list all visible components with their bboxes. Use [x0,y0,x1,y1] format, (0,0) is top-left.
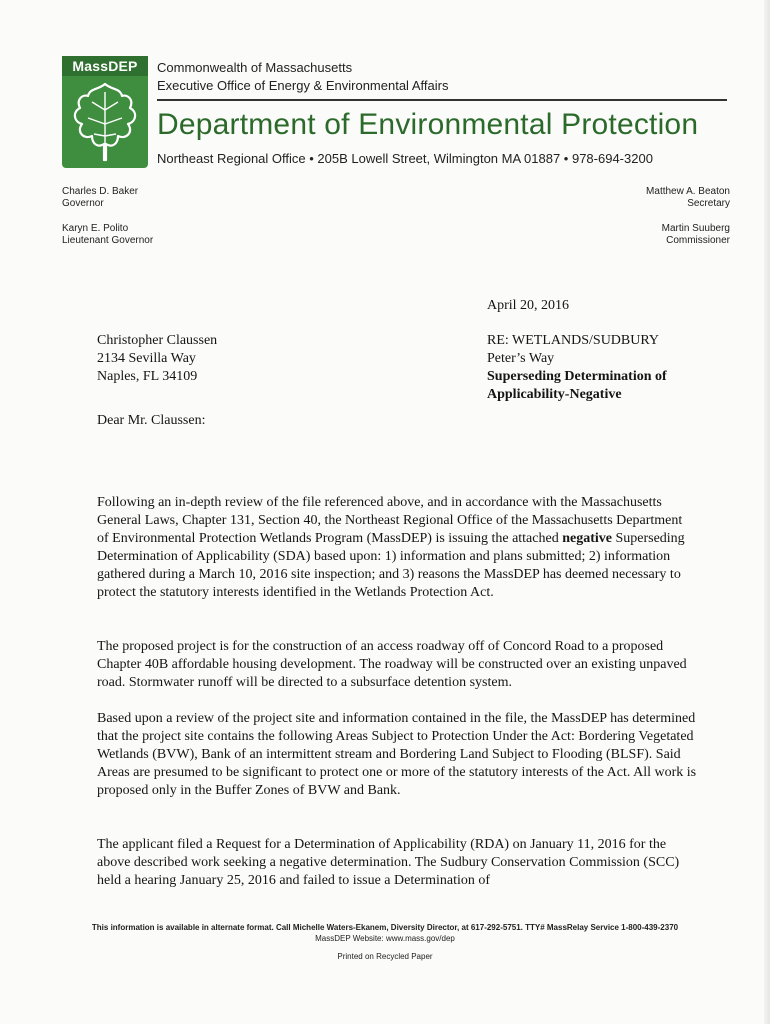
regional-office-address: Northeast Regional Office • 205B Lowell Street, Wilmington MA 01887 • 978-694-3200 [157,151,653,166]
paragraph-4: The applicant filed a Request for a Determination of Applicability (RDA) on January 11, 2016 for the above described work seeking a negative determination. The Sudbury Conservation Commission (SCC) held a hearing January 25, 2016 and failed to issue a Determination of [97,837,680,888]
letter-date: April 20, 2016 [487,298,570,313]
massdep-logo [62,56,148,168]
department-title: Department of Environmental Protection [157,108,699,141]
recipient-street: 2134 Sevilla Way [97,351,196,366]
recipient-city: Naples, FL 34109 [97,369,198,384]
scan-edge-shadow [764,0,770,1024]
header-divider [157,99,727,101]
footer-recycled-paper: Printed on Recycled Paper [337,952,433,961]
paragraph-1: Following an in-depth review of the file referenced above, and in accordance with the Massachusetts General Laws, Chapter 131, Section 40, the Northeast Regional Office of the Massachusetts Department of Environmental Protection Wetlands Program (MassDEP) is issuing the attached negative Superseding Determination of Applicability (SDA) based upon: 1) information and plans submitted; 2) information gathered during a March 10, 2016 site inspection; and 3) reasons the MassDEP has deemed necessary to protect the statutory interests identified in the Wetlands Protection Act. [97,495,685,600]
header-executive-office: Executive Office of Energy & Environmental Affairs [157,78,449,93]
official-lieutenant-governor: Karyn E. Polito Lieutenant Governor [62,223,154,246]
oak-leaf-icon [68,80,142,164]
subject-block: RE: WETLANDS/SUDBURY Peter’s Way Superseding Determination of Applicability-Negative [487,333,667,402]
paragraph-3: Based upon a review of the project site and information contained in the file, the MassDEP has determined that the project site contains the following Areas Subject to Protection Under the Act: Bordering Vegetated Wetlands (BVW), Bank of an intermittent stream and Bordering Land Subject to Flooding (BLSF). Said Areas are presumed to be significant to protect one or more of the statutory interests of the Act. All work is proposed only in the Buffer Zones of BVW and Bank. [97,711,697,798]
recipient-name: Christopher Claussen [97,333,218,348]
recipient-address [97,332,217,386]
paragraph-2: The proposed project is for the construction of an access roadway off of Concord Road to a proposed Chapter 40B affordable housing development. The roadway will be constructed over an existing unpaved road. Stormwater runoff will be directed to a subsurface detention system. [97,639,687,690]
header-commonwealth: Commonwealth of Massachusetts [157,60,353,75]
official-commissioner: Martin Suuberg Commissioner [661,223,730,246]
official-governor: Charles D. Baker Governor [62,186,139,209]
official-secretary: Matthew A. Beaton Secretary [646,186,730,209]
footer-accessibility-note: This information is available in alternate format. Call Michelle Waters-Ekanem, Diversity Director, at 617-292-5751. TTY# MassRelay Service 1-800-439-2370 [91,923,679,932]
logo-text: MassDEP [72,58,138,74]
footer-website: MassDEP Website: www.mass.gov/dep [315,934,455,943]
salutation: Dear Mr. Claussen: [97,413,206,428]
